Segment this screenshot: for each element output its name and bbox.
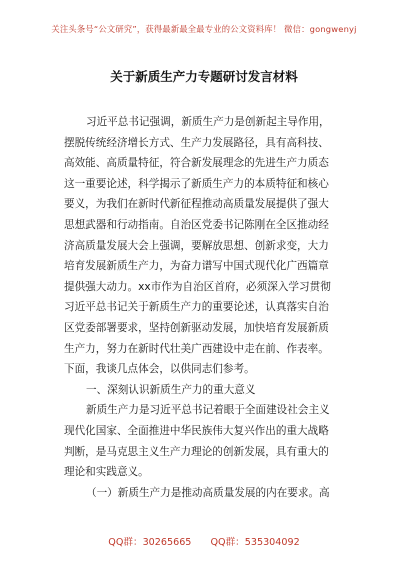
body-line: 提供强大动力。xx市作为自治区首府，必须深入学习贯彻 [64,280,331,293]
header-promo-note: 关注头条号“公文研究”，获得最新最全最专业的公文资料库！ 微信：gongwenyj [51,24,357,34]
body-line: 新质生产力是习近平总书记着眼于全面建设社会主义 [86,404,330,417]
body-line: 生产力，努力在新时代壮美广西建设中走在前、作表率。 [64,342,329,355]
body-line: 理论和实践意义。 [64,466,149,479]
footer-qq-group-2: QQ群：535304092 [210,537,300,548]
body-line: 习近平总书记关于新质生产力的重要论述，认真落实自治 [64,301,329,314]
body-line: 习近平总书记强调，新质生产力是创新起主导作用， [86,116,330,128]
body-line: 一、深刻认识新质生产力的重大意义 [86,383,256,396]
body-line: 下面，我谈几点体会，以供同志们参考。 [64,363,255,376]
document-title: 关于新质生产力专题研讨发言材料 [110,69,298,84]
footer-contact [0,534,408,548]
body-line: 培育发展新质生产力，为奋力谱写中国式现代化广西篇章 [64,260,329,273]
body-line: 现代化国家、全面推进中华民族伟大复兴作出的重大战略 [64,424,329,437]
body-line: 摆脱传统经济增长方式、生产力发展路径，具有高科技、 [64,136,329,149]
document-body [64,112,349,503]
body-line: 济高质量发展大会上强调，要解放思想、创新求变，大力 [64,239,329,252]
body-line: 思想武器和行动指南。自治区党委书记陈刚在全区推动经 [64,218,329,231]
body-line: （一）新质生产力是推动高质量发展的内在要求。高 [86,486,330,499]
body-line: 要义，为我们在新时代新征程推动高质量发展提供了强大 [64,198,329,211]
body-line: 高效能、高质量特征，符合新发展理念的先进生产力质态 [64,157,329,170]
body-line: 判断，是马克思主义生产力理论的创新发展，具有重大的 [64,445,329,458]
body-line: 区党委部署要求，坚持创新驱动发展，加快培育发展新质 [64,321,329,334]
footer-qq-group-1: QQ群：30265665 [108,537,192,548]
body-line: 这一重要论述，科学揭示了新质生产力的本质特征和核心 [64,177,329,190]
